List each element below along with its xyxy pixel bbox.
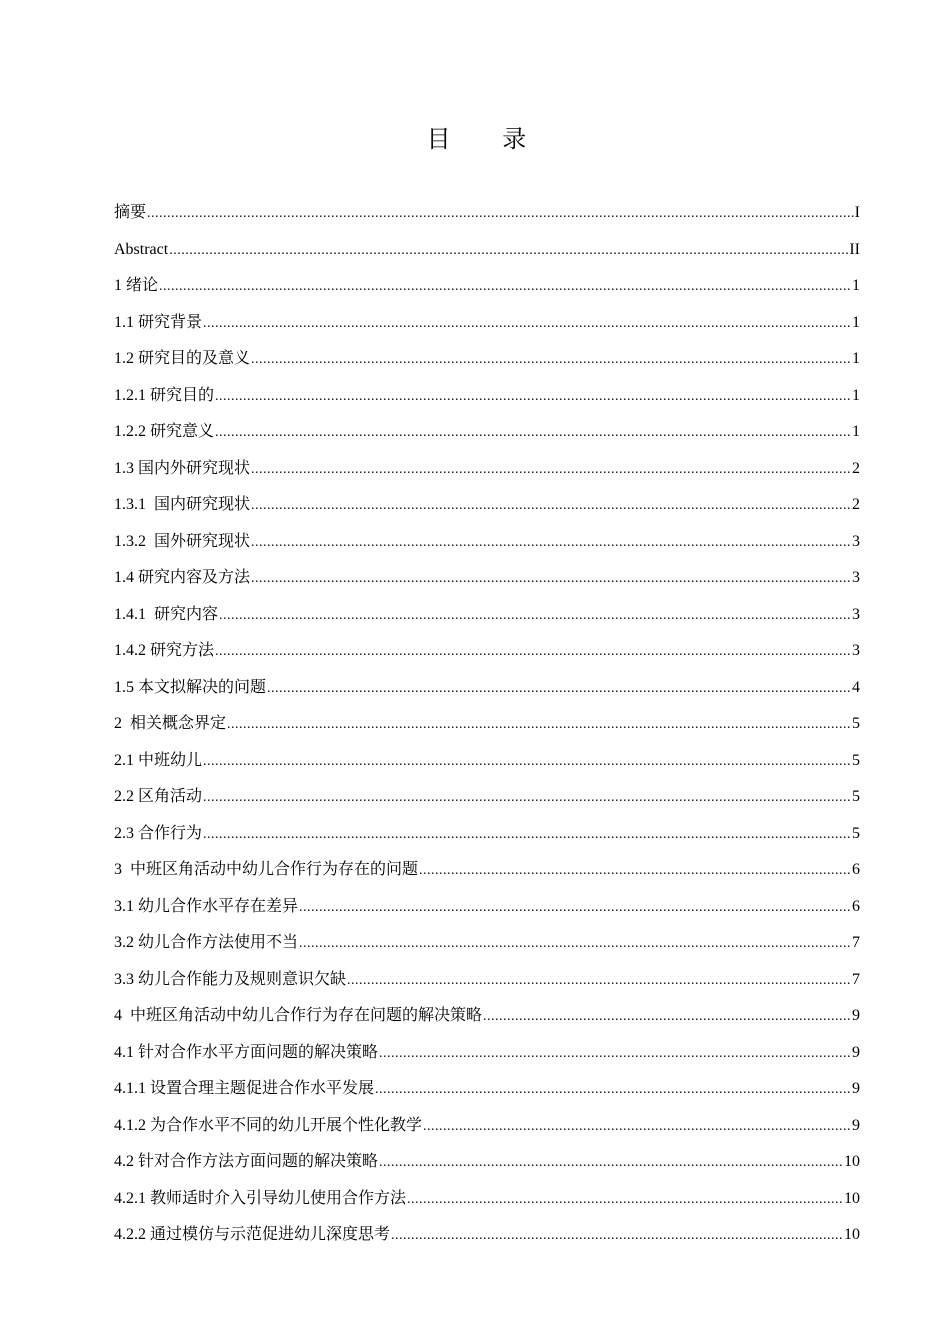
toc-entry-label: 2.1 中班幼儿 [114, 751, 203, 769]
toc-dot-leader [299, 926, 851, 963]
toc-entry[interactable] [114, 889, 860, 926]
toc-dot-leader [347, 963, 851, 1000]
toc-entry-label: 3 中班区角活动中幼儿合作行为存在的问题 [114, 861, 419, 878]
toc-entry-label: 1.2.1 研究目的 [114, 386, 215, 404]
toc-entry-label: 3.3 幼儿合作能力及规则意识欠缺 [114, 970, 347, 988]
toc-entry-page-number: 10 [844, 1189, 860, 1207]
toc-entry[interactable] [114, 743, 860, 780]
toc-title: 目 录 [426, 125, 549, 153]
toc-dot-leader [379, 1036, 851, 1073]
toc-entry-page-number: 5 [852, 715, 860, 732]
toc-entry-label: 1.2.2 研究意义 [114, 423, 215, 440]
toc-entry-label: 1.3.1 国内研究现状 [114, 496, 251, 513]
toc-entry-page-number: 5 [852, 751, 860, 769]
toc-entry[interactable] [114, 597, 860, 634]
toc-entry[interactable] [114, 232, 860, 269]
toc-dot-leader [423, 1109, 851, 1146]
toc-dot-leader [251, 452, 851, 489]
toc-entry-label: 3.2 幼儿合作方法使用不当 [114, 934, 299, 951]
toc-dot-leader [375, 1072, 851, 1109]
toc-entry[interactable] [114, 779, 860, 816]
toc-entry-page-number: 3 [852, 569, 860, 586]
toc-entry-page-number: 9 [852, 1116, 860, 1134]
toc-entry[interactable] [114, 1108, 860, 1145]
toc-entry[interactable] [114, 524, 860, 561]
toc-entry-label: 1.1 研究背景 [114, 313, 203, 331]
toc-entry-page-number: 3 [852, 642, 860, 659]
toc-entry[interactable] [114, 305, 860, 342]
toc-dot-leader [203, 780, 851, 817]
toc-dot-leader [215, 415, 851, 452]
toc-dot-leader [227, 707, 851, 744]
toc-entry-page-number: 1 [852, 350, 860, 367]
toc-entry-label: 4 中班区角活动中幼儿合作行为存在问题的解决策略 [114, 1007, 483, 1024]
toc-entry-label: 4.1.2 为合作水平不同的幼儿开展个性化教学 [114, 1116, 423, 1134]
toc-entry-label: 4.2 针对合作方法方面问题的解决策略 [114, 1153, 379, 1170]
toc-dot-leader [203, 744, 851, 781]
toc-list [114, 195, 860, 1254]
toc-dot-leader [379, 1145, 843, 1182]
toc-entry-label: 2.3 合作行为 [114, 824, 203, 842]
toc-entry-label: 摘要 [114, 204, 147, 221]
toc-entry-label: 1.5 本文拟解决的问题 [114, 678, 267, 696]
toc-entry-page-number: 4 [852, 678, 860, 696]
toc-entry-page-number: 1 [852, 277, 860, 294]
toc-dot-leader [251, 488, 851, 525]
toc-entry-page-number: 9 [852, 1080, 860, 1097]
toc-dot-leader [299, 890, 851, 927]
toc-entry-page-number: 7 [852, 970, 860, 988]
toc-dot-leader [219, 598, 851, 635]
toc-dot-leader [215, 634, 851, 671]
toc-entry-label: 4.1.1 设置合理主题促进合作水平发展 [114, 1080, 375, 1097]
toc-entry-page-number: 9 [852, 1007, 860, 1024]
toc-entry[interactable] [114, 962, 860, 999]
toc-entry-page-number: 3 [852, 532, 860, 550]
toc-entry[interactable] [114, 1071, 860, 1108]
toc-entry[interactable] [114, 998, 860, 1035]
toc-entry[interactable] [114, 414, 860, 451]
toc-entry-label: 4.2.1 教师适时介入引导幼儿使用合作方法 [114, 1189, 407, 1207]
toc-entry[interactable] [114, 1217, 860, 1254]
toc-dot-leader [203, 306, 851, 343]
toc-entry-page-number: 10 [844, 1153, 860, 1170]
toc-entry[interactable] [114, 268, 860, 305]
toc-entry-page-number: 3 [852, 605, 860, 623]
toc-entry-label: 1.4 研究内容及方法 [114, 569, 251, 586]
toc-dot-leader [159, 269, 851, 306]
toc-entry-page-number: II [849, 240, 860, 258]
toc-entry-label: 1.3.2 国外研究现状 [114, 532, 251, 550]
toc-dot-leader [391, 1218, 843, 1255]
toc-dot-leader [267, 671, 851, 708]
toc-entry-label: 1.4.2 研究方法 [114, 642, 215, 659]
toc-entry[interactable] [114, 1035, 860, 1072]
toc-entry-label: 1 绪论 [114, 277, 159, 294]
toc-entry-label: 4.1 针对合作水平方面问题的解决策略 [114, 1043, 379, 1061]
toc-entry[interactable] [114, 706, 860, 743]
toc-entry-page-number: 7 [852, 934, 860, 951]
toc-dot-leader [169, 233, 848, 270]
toc-entry[interactable] [114, 560, 860, 597]
toc-entry-page-number: 1 [852, 386, 860, 404]
toc-entry-page-number: I [854, 204, 860, 221]
toc-dot-leader [483, 999, 851, 1036]
toc-entry-label: 3.1 幼儿合作水平存在差异 [114, 897, 299, 915]
toc-dot-leader [407, 1182, 843, 1219]
toc-entry[interactable] [114, 1181, 860, 1218]
toc-entry-label: Abstract [114, 240, 169, 258]
toc-entry-page-number: 1 [852, 313, 860, 331]
toc-entry[interactable] [114, 670, 860, 707]
toc-entry[interactable] [114, 852, 860, 889]
toc-entry[interactable] [114, 1144, 860, 1181]
toc-entry-label: 2 相关概念界定 [114, 715, 227, 732]
toc-entry-label: 4.2.2 通过模仿与示范促进幼儿深度思考 [114, 1226, 391, 1243]
toc-dot-leader [147, 196, 854, 233]
toc-entry-page-number: 6 [852, 897, 860, 915]
toc-entry-page-number: 5 [852, 824, 860, 842]
toc-dot-leader [251, 561, 851, 598]
toc-entry[interactable] [114, 378, 860, 415]
toc-entry-label: 1.2 研究目的及意义 [114, 350, 251, 367]
toc-dot-leader [419, 853, 851, 890]
toc-entry-page-number: 2 [852, 496, 860, 513]
toc-entry[interactable] [114, 925, 860, 962]
toc-entry-label: 1.3 国内外研究现状 [114, 459, 251, 477]
toc-dot-leader [251, 342, 851, 379]
toc-entry[interactable] [114, 816, 860, 853]
toc-entry[interactable] [114, 487, 860, 524]
toc-dot-leader [203, 817, 851, 854]
toc-entry-page-number: 9 [852, 1043, 860, 1061]
toc-dot-leader [251, 525, 851, 562]
toc-entry-page-number: 1 [852, 423, 860, 440]
toc-entry[interactable] [114, 451, 860, 488]
toc-entry[interactable] [114, 341, 860, 378]
toc-dot-leader [215, 379, 851, 416]
toc-entry[interactable] [114, 633, 860, 670]
toc-entry[interactable] [114, 195, 860, 232]
toc-entry-label: 1.4.1 研究内容 [114, 605, 219, 623]
toc-entry-page-number: 2 [852, 459, 860, 477]
toc-entry-page-number: 10 [844, 1226, 860, 1243]
toc-entry-page-number: 5 [852, 788, 860, 805]
toc-entry-page-number: 6 [852, 861, 860, 878]
toc-entry-label: 2.2 区角活动 [114, 788, 203, 805]
